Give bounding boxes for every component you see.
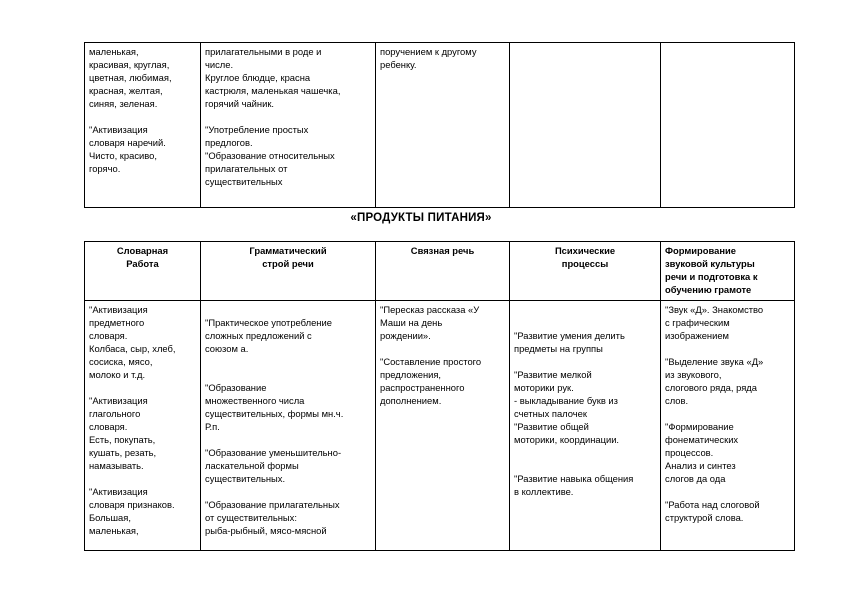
cell-text-line: глагольного xyxy=(89,408,141,419)
cell-text-line: "Практическое употребление xyxy=(205,317,332,328)
column-header xyxy=(201,242,376,301)
cell-text-line: прилагательными в роде и xyxy=(205,46,322,57)
table-cell xyxy=(201,301,376,551)
cell-text-line: "Активизация xyxy=(89,124,148,135)
column-header xyxy=(85,242,201,301)
column-header xyxy=(376,242,510,301)
cell-text-line: моторики, координации. xyxy=(514,434,620,445)
cell-text-line xyxy=(665,485,790,498)
cell-text-line: Р.п. xyxy=(205,421,220,432)
cell-text-line: процессов. xyxy=(665,447,714,458)
cell-text-line xyxy=(514,355,656,368)
cell-text-line: "Звук «Д». Знакомство xyxy=(665,304,764,315)
cell-text-line: рыба-рыбный, мясо-мясной xyxy=(205,525,327,536)
cell-text-line: "Активизация xyxy=(89,486,148,497)
cell-text-line: синяя, зеленая. xyxy=(89,98,158,109)
cell-text-line xyxy=(380,342,505,355)
table-cell xyxy=(661,43,795,208)
cell-text-line: от существительных: xyxy=(205,512,297,523)
cell-text-line: существительных, формы мн.ч. xyxy=(205,408,344,419)
cell-text-line xyxy=(205,485,371,498)
cell-text-line: ласкательной формы xyxy=(205,460,299,471)
cell-text-line: кушать, резать, xyxy=(89,447,157,458)
cell-text-line: Есть, покупать, xyxy=(89,434,156,445)
cell-text-line: Формирование xyxy=(665,245,736,256)
cell-text-line xyxy=(89,110,196,123)
main-table xyxy=(84,241,795,551)
cell-text-line: Работа xyxy=(126,258,159,269)
cell-text-line: Анализ и синтез xyxy=(665,460,736,471)
cell-text-line: моторики рук. xyxy=(514,382,574,393)
header-row xyxy=(85,242,795,301)
cell-text-line: красная, желтая, xyxy=(89,85,163,96)
table-row xyxy=(85,301,795,551)
cell-text-line: "Работа над слоговой xyxy=(665,499,760,510)
cell-text-line: горячо. xyxy=(89,163,121,174)
cell-text-line: "Активизация xyxy=(89,395,148,406)
cell-text-line: союзом а. xyxy=(205,343,249,354)
cell-text-line: существительных. xyxy=(205,473,286,484)
cell-text-line: "Развитие умения делить xyxy=(514,330,625,341)
cell-text-line: "Образование xyxy=(205,382,267,393)
cell-text-line: дополнением. xyxy=(380,395,442,406)
cell-text-line xyxy=(205,433,371,446)
cell-text-line: молоко и т.д. xyxy=(89,369,146,380)
cell-text-line: горячий чайник. xyxy=(205,98,275,109)
cell-text-line: "Активизация xyxy=(89,304,148,315)
cell-text-line xyxy=(514,446,656,459)
cell-text-line: обучению грамоте xyxy=(665,284,752,295)
cell-text-line: слов. xyxy=(665,395,689,406)
cell-text-line: цветная, любимая, xyxy=(89,72,172,83)
cell-text-line: маленькая, xyxy=(89,46,139,57)
cell-text-line: "Развитие навыка общения xyxy=(514,473,634,484)
cell-text-line xyxy=(514,303,656,316)
cell-text-line: Грамматический xyxy=(249,245,327,256)
cell-text-line: "Развитие общей xyxy=(514,421,589,432)
cell-text-line: процессы xyxy=(561,258,609,269)
cell-text-line: из звукового, xyxy=(665,369,722,380)
cell-text-line: "Образование прилагательных xyxy=(205,499,340,510)
cell-text-line: речи и подготовка к xyxy=(665,271,758,282)
top-table xyxy=(84,42,795,208)
table-cell xyxy=(661,301,795,551)
cell-text-line: сложных предложений с xyxy=(205,330,312,341)
cell-text-line: "Развитие мелкой xyxy=(514,369,592,380)
cell-text-line: Маши на день xyxy=(380,317,443,328)
cell-text-line: словаря признаков. xyxy=(89,499,175,510)
table-cell xyxy=(85,301,201,551)
cell-text-line xyxy=(665,407,790,420)
cell-text-line: звуковой культуры xyxy=(665,258,755,269)
table-cell xyxy=(201,43,376,208)
cell-text-line: "Формирование xyxy=(665,421,734,432)
table-row xyxy=(85,43,795,208)
cell-text-line: слогов да ода xyxy=(665,473,726,484)
cell-text-line: "Образование уменьшительно- xyxy=(205,447,342,458)
table-cell xyxy=(376,301,510,551)
section-title: «ПРОДУКТЫ ПИТАНИЯ» xyxy=(350,212,492,224)
cell-text-line: "Образование относительных xyxy=(205,150,335,161)
cell-text-line: множественного числа xyxy=(205,395,305,406)
cell-text-line xyxy=(514,459,656,472)
cell-text-line: фонематических xyxy=(665,434,739,445)
cell-text-line: словаря. xyxy=(89,421,128,432)
cell-text-line: Большая, xyxy=(89,512,131,523)
cell-text-line: слогового ряда, ряда xyxy=(665,382,757,393)
cell-text-line: рождении». xyxy=(380,330,431,341)
cell-text-line: намазывать. xyxy=(89,460,144,471)
table-cell xyxy=(85,43,201,208)
cell-text-line: поручением к другому xyxy=(380,46,477,57)
cell-text-line: Колбаса, сыр, хлеб, xyxy=(89,343,176,354)
cell-text-line: маленькая, xyxy=(89,525,139,536)
cell-text-line: распространенного xyxy=(380,382,465,393)
cell-text-line: существительных xyxy=(205,176,283,187)
cell-text-line: в коллективе. xyxy=(514,486,574,497)
cell-text-line: Связная речь xyxy=(410,245,475,256)
cell-text-line xyxy=(205,110,371,123)
cell-text-line: Круглое блюдце, красна xyxy=(205,72,311,83)
cell-text-line: структурой слова. xyxy=(665,512,744,523)
cell-text-line: строй речи xyxy=(262,258,314,269)
cell-text-line: прилагательных от xyxy=(205,163,288,174)
cell-text-line: кастрюля, маленькая чашечка, xyxy=(205,85,341,96)
cell-text-line xyxy=(205,368,371,381)
cell-text-line: словаря. xyxy=(89,330,128,341)
cell-text-line xyxy=(514,316,656,329)
cell-text-line xyxy=(205,355,371,368)
cell-text-line: числе. xyxy=(205,59,234,70)
cell-text-line: Словарная xyxy=(116,245,169,256)
cell-text-line: словаря наречий. xyxy=(89,137,166,148)
cell-text-line: предложения, xyxy=(380,369,442,380)
cell-text-line xyxy=(665,342,790,355)
cell-text-line: предметного xyxy=(89,317,145,328)
table-cell xyxy=(376,43,510,208)
cell-text-line: предметы на группы xyxy=(514,343,603,354)
cell-text-line: "Составление простого xyxy=(380,356,482,367)
cell-text-line: красивая, круглая, xyxy=(89,59,170,70)
cell-text-line: Чисто, красиво, xyxy=(89,150,157,161)
cell-text-line: "Употребление простых xyxy=(205,124,309,135)
cell-text-line: с графическим xyxy=(665,317,730,328)
column-header xyxy=(661,242,795,301)
cell-text-line xyxy=(89,381,196,394)
cell-text-line: "Пересказ рассказа «У xyxy=(380,304,480,315)
cell-text-line: счетных палочек xyxy=(514,408,587,419)
cell-text-line: предлогов. xyxy=(205,137,253,148)
cell-text-line: "Выделение звука «Д» xyxy=(665,356,764,367)
column-header xyxy=(510,242,661,301)
cell-text-line: Психические xyxy=(554,245,616,256)
cell-text-line xyxy=(205,303,371,316)
cell-text-line: сосиска, мясо, xyxy=(89,356,153,367)
table-cell xyxy=(510,43,661,208)
cell-text-line xyxy=(89,472,196,485)
cell-text-line: ребенку. xyxy=(380,59,417,70)
table-cell xyxy=(510,301,661,551)
cell-text-line: изображением xyxy=(665,330,729,341)
cell-text-line: - выкладывание букв из xyxy=(514,395,618,406)
